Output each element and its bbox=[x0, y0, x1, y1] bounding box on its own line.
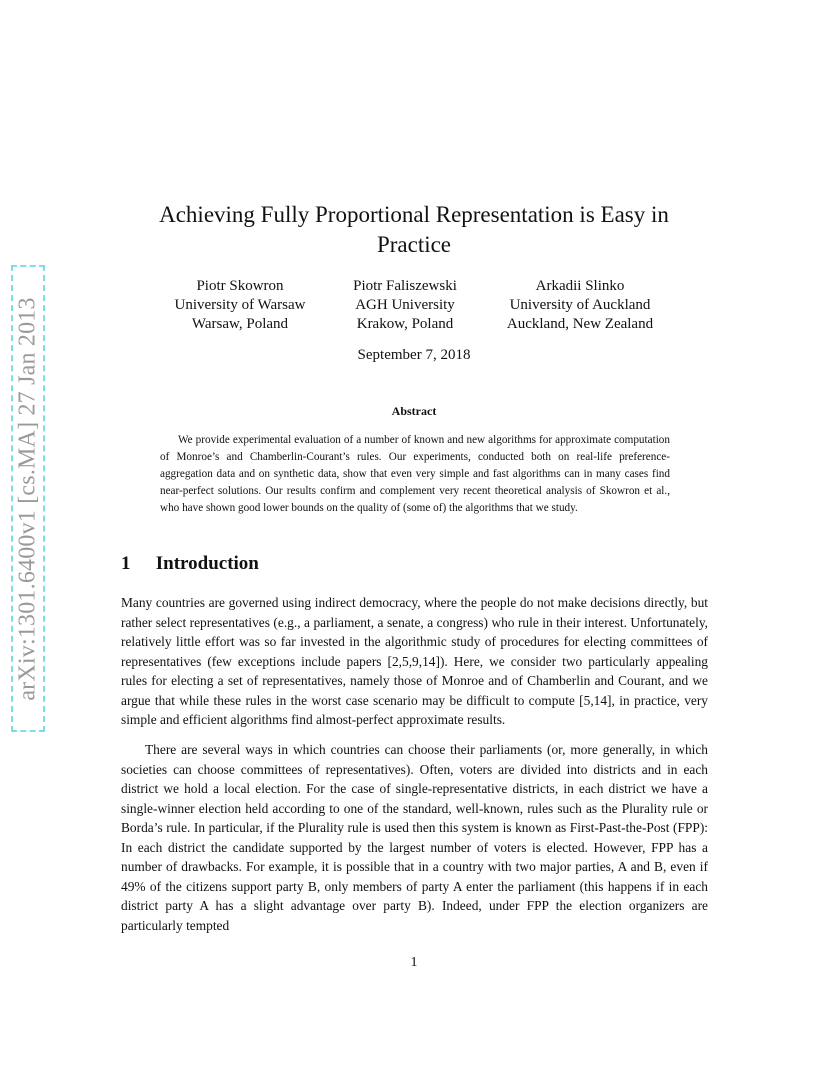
author-affiliation: University of Warsaw bbox=[174, 297, 306, 313]
abstract-heading: Abstract bbox=[391, 404, 437, 418]
introduction-paragraph-1: Many countries are governed using indirect democracy, where the people do not make decisions directly, but rather select representatives (e.g., a parliament, a senate, a congress) who rule in their interest. Unfortunately, relatively little effort was so far invested in the algorithmic study of procedures for electing committees of representatives (few exceptions include papers [2,5,9,14]). Here, we consider two particularly appealing rules for electing a set of representatives, namely those of Monroe and of Chamberlin and Courant, and we argue that while these rules in the worst case scenario may be difficult to compute [5,14], in practice, very simple and efficient algorithms find almost-perfect approximate results. bbox=[121, 595, 708, 727]
author-location: Auckland, New Zealand bbox=[506, 316, 654, 332]
author-block-2 bbox=[334, 277, 476, 334]
paper-title: Achieving Fully Proportional Representation is Easy in Practice bbox=[159, 202, 669, 257]
section-heading bbox=[121, 553, 259, 575]
author-name: Arkadii Slinko bbox=[535, 278, 625, 294]
section-title: Introduction bbox=[155, 553, 259, 574]
author-block-1 bbox=[160, 277, 320, 334]
abstract-text: We provide experimental evaluation of a number of known and new algorithms for approximate computation of Monroe’s and Chamberlin-Courant’s rules. Our experiments, conducted both on real-life preference-aggregation data and on synthetic data, show that even very simple and fast algorithms can in many cases find near-perfect solutions. Our results confirm and complement very recent theoretical analysis of Skowron et al., who have shown good lower bounds on the quality of (some of) the algorithms that we study. bbox=[160, 434, 670, 514]
author-location: Warsaw, Poland bbox=[191, 316, 289, 332]
arxiv-identifier-box bbox=[11, 265, 45, 732]
author-affiliation: AGH University bbox=[355, 297, 455, 313]
section-number: 1 bbox=[121, 553, 131, 574]
author-location: Krakow, Poland bbox=[356, 316, 454, 332]
author-block-3 bbox=[492, 277, 668, 334]
arxiv-identifier: arXiv:1301.6400v1 [cs.MA] 27 Jan 2013 bbox=[14, 296, 41, 701]
author-affiliation: University of Auckland bbox=[509, 297, 651, 313]
author-name: Piotr Skowron bbox=[196, 278, 284, 294]
introduction-paragraph-2: There are several ways in which countries can choose their parliaments (or, more generally, in which societies can choose committees of representatives). Often, voters are divided into districts and in each district we hold a local election. For the case of single-representative districts, in each district we have a single-winner election held according to one of the standard, well-known, rules such as the Plurality rule or Borda’s rule. In particular, if the Plurality rule is used then this system is known as First-Past-the-Post (FPP): In each district the candidate supported by the largest number of voters is elected. However, FPP has a number of drawbacks. For example, it is possible that in a country with two major parties, A and B, even if 49% of the citizens support party B, only members of party A enter the parliament (this happens if in each district party A has a slight advantage over party B). Indeed, under FPP the election organizers are particularly tempted bbox=[121, 742, 708, 933]
page-number: 1 bbox=[410, 955, 418, 970]
author-name: Piotr Faliszewski bbox=[353, 278, 457, 294]
paper-date: September 7, 2018 bbox=[357, 347, 471, 363]
